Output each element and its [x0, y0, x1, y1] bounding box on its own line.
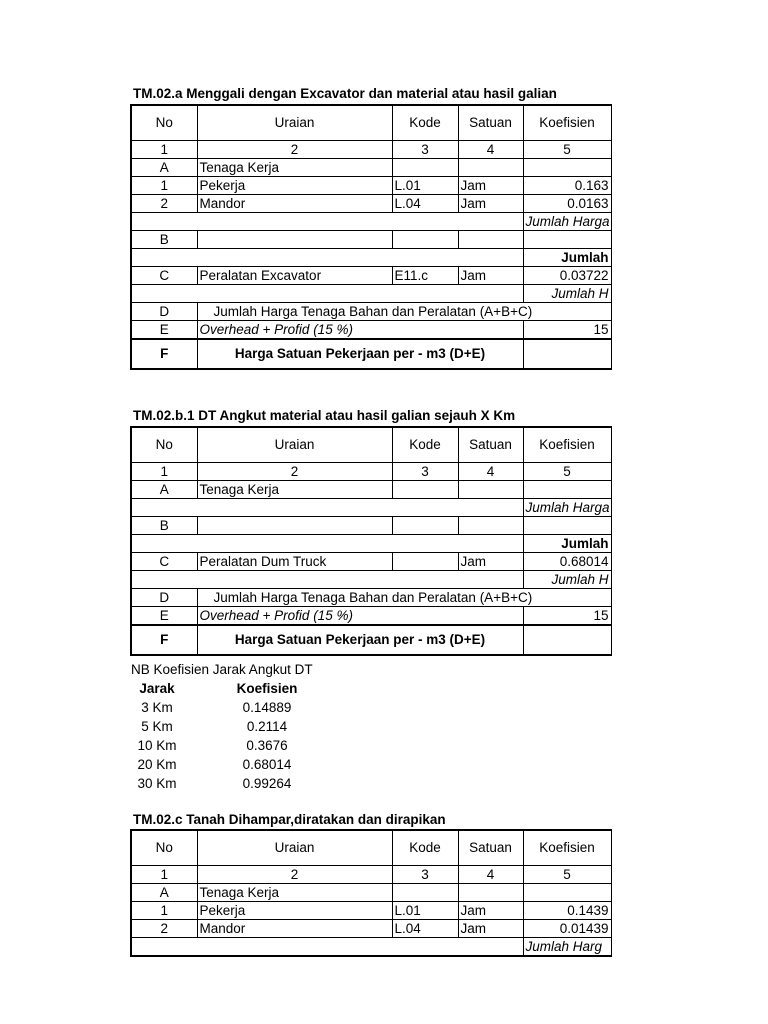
subtotal-row [131, 213, 611, 231]
col-num: 2 [197, 463, 392, 481]
header-kode: Kode [392, 427, 458, 463]
subtotal-spacer [131, 249, 523, 267]
row-uraian: Tenaga Kerja [197, 159, 392, 177]
row-koef: 0.163 [523, 177, 611, 195]
table-row [131, 303, 611, 321]
table-row [131, 902, 611, 920]
row-no: 1 [131, 177, 197, 195]
row-satuan: Jam [458, 920, 523, 938]
row-no: A [131, 159, 197, 177]
row-uraian: Peralatan Excavator [197, 267, 392, 285]
row-satuan: Jam [458, 902, 523, 920]
row-uraian: Overhead + Profid (15 %) [197, 321, 523, 340]
nb-title: NB Koefisien Jarak Angkut DT [131, 662, 313, 677]
table-row [131, 920, 611, 938]
section-a-title: TM.02.a Menggali dengan Excavator dan material atau hasil galian [133, 86, 557, 101]
row-uraian: Jumlah Harga Tenaga Bahan dan Peralatan (A+B+C) [197, 303, 611, 321]
row-satuan: Jam [458, 177, 523, 195]
subtotal-label: Jumlah Harg [523, 938, 611, 957]
subtotal-spacer [131, 571, 523, 589]
header-koefisien: Koefisien [523, 830, 611, 866]
nb-jarak: 20 Km [137, 757, 177, 772]
row-koef: 0.0163 [523, 195, 611, 213]
nb-jarak: 5 Km [141, 719, 173, 734]
row-koef [523, 517, 611, 535]
col-num: 3 [392, 866, 458, 884]
subtotal-label: Jumlah Harga [523, 213, 611, 231]
row-koef: 0.03722 [523, 267, 611, 285]
row-uraian: Mandor [197, 195, 392, 213]
table-row [131, 159, 611, 177]
section-c-title: TM.02.c Tanah Dihampar,diratakan dan dirapikan [133, 812, 446, 827]
table-row [131, 553, 611, 571]
total-row [131, 625, 611, 655]
row-uraian: Mandor [197, 920, 392, 938]
row-no: C [131, 553, 197, 571]
row-no: F [131, 339, 197, 369]
col-num: 1 [131, 141, 197, 159]
subtotal-label: Jumlah Harga [523, 499, 611, 517]
subtotal-row [131, 938, 611, 957]
table-row [131, 884, 611, 902]
column-number-row [131, 141, 611, 159]
row-kode [392, 553, 458, 571]
subtotal-spacer [131, 499, 523, 517]
section-c-table [130, 829, 612, 957]
table-row [131, 589, 611, 607]
col-num: 5 [523, 141, 611, 159]
table-row [131, 267, 611, 285]
table-row [131, 177, 611, 195]
row-uraian: Overhead + Profid (15 %) [197, 607, 523, 626]
row-uraian: Pekerja [197, 902, 392, 920]
row-kode [392, 231, 458, 249]
header-satuan: Satuan [458, 105, 523, 141]
header-uraian: Uraian [197, 427, 392, 463]
row-satuan [458, 481, 523, 499]
section-b-table [130, 426, 612, 656]
subtotal-label: Jumlah [523, 535, 611, 553]
row-satuan: Jam [458, 553, 523, 571]
row-satuan: Jam [458, 267, 523, 285]
nb-coefficient-list [131, 660, 321, 793]
col-num: 4 [458, 141, 523, 159]
row-uraian: Tenaga Kerja [197, 884, 392, 902]
header-uraian: Uraian [197, 830, 392, 866]
row-koef: 0.1439 [523, 902, 611, 920]
row-uraian: Pekerja [197, 177, 392, 195]
nb-jarak: 3 Km [141, 700, 173, 715]
row-koef: 0.68014 [523, 553, 611, 571]
col-num: 2 [197, 141, 392, 159]
nb-koef: 0.3676 [246, 738, 288, 753]
row-kode [392, 884, 458, 902]
header-koefisien: Koefisien [523, 427, 611, 463]
col-num: 4 [458, 866, 523, 884]
list-item [131, 717, 321, 736]
row-no: 2 [131, 195, 197, 213]
row-no: B [131, 517, 197, 535]
row-koef [523, 339, 611, 369]
subtotal-row [131, 499, 611, 517]
table-row [131, 607, 611, 626]
row-no: A [131, 481, 197, 499]
header-uraian: Uraian [197, 105, 392, 141]
col-num: 1 [131, 866, 197, 884]
col-num: 3 [392, 463, 458, 481]
subtotal-spacer [131, 938, 523, 957]
row-no: 2 [131, 920, 197, 938]
nb-header-row [131, 679, 321, 698]
row-koef [523, 884, 611, 902]
table-header-row [131, 105, 611, 141]
row-no: 1 [131, 902, 197, 920]
row-kode: L.01 [392, 177, 458, 195]
col-num: 3 [392, 141, 458, 159]
nb-jarak: 10 Km [137, 738, 177, 753]
section-b-title: TM.02.b.1 DT Angkut material atau hasil galian sejauh X Km [133, 408, 516, 423]
list-item [131, 698, 321, 717]
subtotal-label: Jumlah H [523, 285, 611, 303]
row-no: D [131, 589, 197, 607]
col-num: 5 [523, 463, 611, 481]
row-kode: L.01 [392, 902, 458, 920]
list-item [131, 774, 321, 793]
row-satuan [458, 159, 523, 177]
row-uraian: Peralatan Dum Truck [197, 553, 392, 571]
list-item [131, 736, 321, 755]
row-uraian [197, 517, 392, 535]
subtotal-spacer [131, 535, 523, 553]
nb-koef: 0.14889 [242, 700, 292, 715]
row-koef: 0.01439 [523, 920, 611, 938]
subtotal-spacer [131, 213, 523, 231]
row-koef [523, 625, 611, 655]
row-kode [392, 517, 458, 535]
row-uraian: Harga Satuan Pekerjaan per - m3 (D+E) [197, 339, 523, 369]
header-kode: Kode [392, 830, 458, 866]
list-item [131, 755, 321, 774]
col-num: 1 [131, 463, 197, 481]
header-satuan: Satuan [458, 427, 523, 463]
table-header-row [131, 427, 611, 463]
nb-koef: 0.68014 [242, 757, 292, 772]
subtotal-row [131, 535, 611, 553]
row-no: B [131, 231, 197, 249]
subtotal-row [131, 249, 611, 267]
row-kode [392, 159, 458, 177]
nb-koef: 0.2114 [246, 719, 288, 734]
col-num: 4 [458, 463, 523, 481]
row-koef [523, 481, 611, 499]
total-row [131, 339, 611, 369]
row-kode: L.04 [392, 920, 458, 938]
header-no: No [131, 105, 197, 141]
column-number-row [131, 463, 611, 481]
col-num: 2 [197, 866, 392, 884]
row-kode: E11.c [392, 267, 458, 285]
header-no: No [131, 830, 197, 866]
row-no: E [131, 607, 197, 626]
nb-header-jarak: Jarak [139, 681, 175, 696]
row-uraian: Harga Satuan Pekerjaan per - m3 (D+E) [197, 625, 523, 655]
table-row [131, 195, 611, 213]
subtotal-row [131, 571, 611, 589]
row-uraian: Jumlah Harga Tenaga Bahan dan Peralatan (A+B+C) [197, 589, 611, 607]
subtotal-spacer [131, 285, 523, 303]
row-koef: 15 [523, 607, 611, 626]
subtotal-label: Jumlah H [523, 571, 611, 589]
row-koef [523, 159, 611, 177]
row-satuan: Jam [458, 195, 523, 213]
nb-jarak: 30 Km [137, 776, 177, 791]
header-koefisien: Koefisien [523, 105, 611, 141]
header-no: No [131, 427, 197, 463]
row-no: C [131, 267, 197, 285]
row-satuan [458, 517, 523, 535]
table-header-row [131, 830, 611, 866]
header-kode: Kode [392, 105, 458, 141]
row-uraian: Tenaga Kerja [197, 481, 392, 499]
table-row [131, 321, 611, 340]
row-uraian [197, 231, 392, 249]
table-row [131, 231, 611, 249]
table-row [131, 517, 611, 535]
row-no: E [131, 321, 197, 340]
row-no: F [131, 625, 197, 655]
column-number-row [131, 866, 611, 884]
row-satuan [458, 884, 523, 902]
col-num: 5 [523, 866, 611, 884]
section-a-table [130, 104, 612, 370]
row-kode: L.04 [392, 195, 458, 213]
nb-koef: 0.99264 [242, 776, 292, 791]
table-row [131, 481, 611, 499]
subtotal-row [131, 285, 611, 303]
row-no: D [131, 303, 197, 321]
row-satuan [458, 231, 523, 249]
row-koef [523, 231, 611, 249]
row-koef: 15 [523, 321, 611, 340]
header-satuan: Satuan [458, 830, 523, 866]
subtotal-label: Jumlah [523, 249, 611, 267]
row-kode [392, 481, 458, 499]
nb-header-koefisien: Koefisien [236, 681, 298, 696]
row-no: A [131, 884, 197, 902]
